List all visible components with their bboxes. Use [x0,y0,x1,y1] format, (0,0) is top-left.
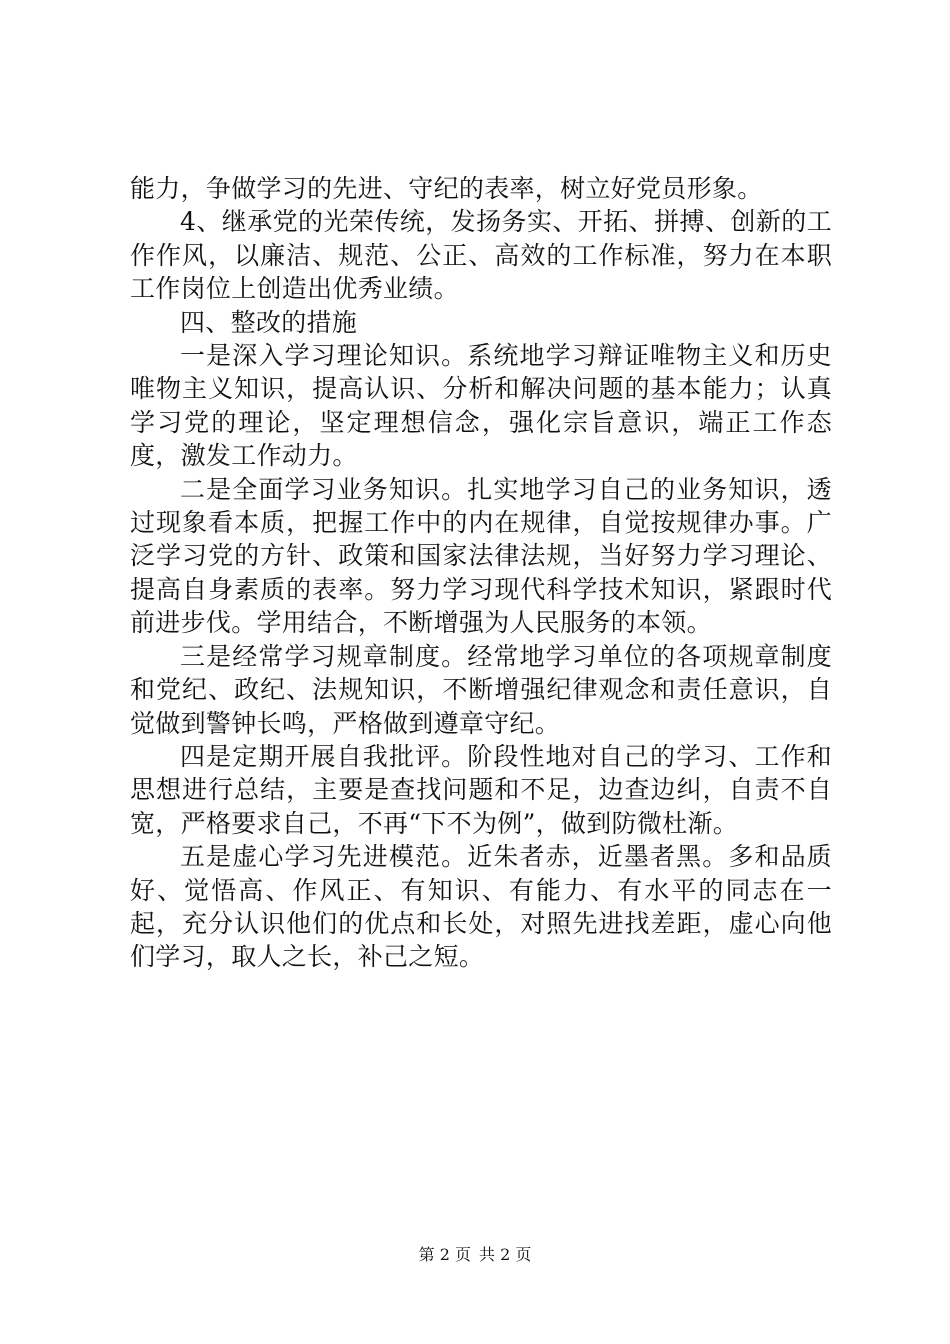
section-heading: 四、整改的措施 [180,307,358,337]
paragraph-7: 四是定期开展自我批评。阶段性地对自己的学习、工作和思想进行总结，主要是查找问题和不足，边查边纠，自责不自宽，严格要求自己，不再“下不为例”，做到防微杜渐。 [130,741,832,838]
paragraph-6: 三是经常学习规章制度。经常地学习单位的各项规章制度和党纪、政纪、法规知识，不断增强纪律观念和责任意识，自觉做到警钟长鸣，严格做到遵章守纪。 [130,641,832,738]
paragraph-5: 二是全面学习业务知识。扎实地学习自己的业务知识，透过现象看本质，把握工作中的内在规律，自觉按规律办事。广泛学习党的方针、政策和国家法律法规，当好努力学习理论、提高自身素质的表率。努力学习现代科学技术知识，紧跟时代前进步伐。学用结合，不断增强为人民服务的本领。 [130,474,832,638]
page-number: 第 2 页 [418,1245,471,1264]
paragraph-8: 五是虚心学习先进模范。近朱者赤，近墨者黑。多和品质好、觉悟高、作风正、有知识、有能力、有水平的同志在一起，充分认识他们的优点和长处，对照先进找差距，虚心向他们学习，取人之长，补己之短。 [130,842,832,972]
paragraph-1: 能力，争做学习的先进、守纪的表率，树立好党员形象。 [130,174,763,203]
paragraph-2: 4、继承党的光荣传统，发扬务实、开拓、拼搏、创新的工作作风，以廉洁、规范、公正、高效的工作标准，努力在本职工作岗位上创造出优秀业绩。 [130,207,832,304]
page-footer [0,1245,950,1265]
document-body [130,172,832,974]
paragraph-4: 一是深入学习理论知识。系统地学习辩证唯物主义和历史唯物主义知识，提高认识、分析和解决问题的基本能力；认真学习党的理论，坚定理想信念，强化宗旨意识，端正工作态度，激发工作动力。 [130,341,832,471]
total-pages: 共 2 页 [479,1245,532,1264]
